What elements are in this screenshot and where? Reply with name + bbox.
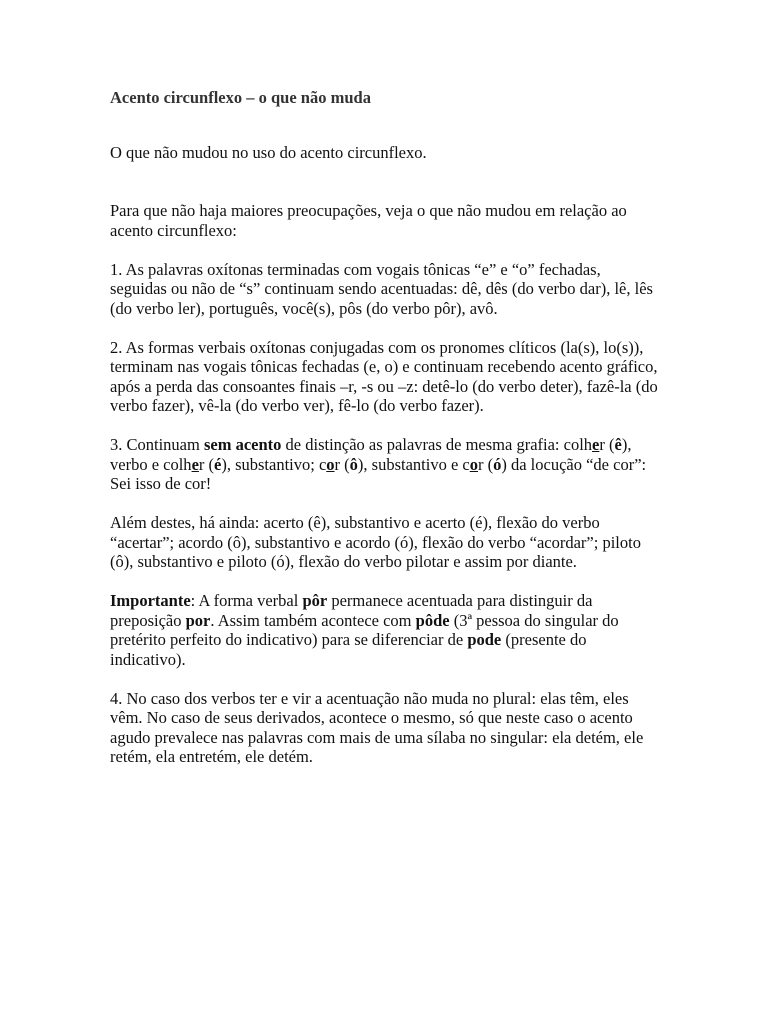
item-3-bold-sem-acento: sem acento [203, 435, 282, 454]
important-text: . Assim também acontece com [210, 610, 416, 630]
item-3-bold-accent: ó [493, 454, 502, 474]
important-bold-term: pôr [302, 591, 328, 610]
item-1-paragraph: 1. As palavras oxítonas terminadas com vogais tônicas “e” e “o” fechadas, seguidas ou não de “s” continuam sendo acentuadas: dê, dês (do verbo dar), lê, lês (do verbo ler), português, você(s), pôs (do verbo pôr), avô. [110, 259, 653, 318]
item-3-text: r ( [477, 454, 494, 474]
item-3-text: ), substantivo; c [221, 454, 327, 474]
important-paragraph [110, 591, 660, 669]
document-title: Acento circunflexo – o que não muda [110, 88, 371, 107]
document-body [110, 201, 660, 786]
important-text: (presente do indicativo). [110, 630, 587, 669]
item-3-bold-accent: é [214, 454, 222, 474]
item-3-paragraph [110, 435, 660, 494]
important-text: : A forma verbal [190, 591, 303, 610]
item-3-text: r ( [334, 454, 350, 474]
important-bold-term: por [185, 610, 211, 630]
item-3-text: ), verbo e colh [110, 435, 632, 474]
important-text: (3ª pessoa do singular do pretérito perfeito do indicativo) para se diferenciar de [110, 610, 619, 649]
important-text: permanece acentuada para distinguir da preposição [110, 591, 593, 630]
intro-paragraph: Para que não haja maiores preocupações, veja o que não mudou em relação ao acento circunflexo: [110, 201, 627, 240]
item-3-text: de distinção as palavras de mesma grafia: colh [281, 435, 593, 454]
item-3-text: r ( [198, 454, 215, 474]
document-subtitle: O que não mudou no uso do acento circunflexo. [110, 143, 427, 162]
item-3-bold-accent: ê [614, 435, 622, 454]
item-3-text: r ( [599, 435, 615, 454]
item-3-text: ) da locução “de cor”: Sei isso de cor! [110, 454, 647, 493]
extra-paragraph: Além destes, há ainda: acerto (ê), substantivo e acerto (é), flexão do verbo “acertar”; acordo (ô), substantivo e acordo (ó), flexão do verbo “acordar”; piloto (ô), substantivo e piloto (ó), flexão do verbo pilotar e assim por diante. [110, 513, 641, 571]
item-3-text: 3. Continuam [110, 435, 204, 454]
item-3-bold-accent: ô [349, 454, 358, 474]
item-3-underlined-letter: o [469, 454, 478, 474]
important-bold-term: pode [467, 630, 502, 649]
item-4-paragraph: 4. No caso dos verbos ter e vir a acentuação não muda no plural: elas têm, eles vêm. No caso de seus derivados, acontece o mesmo, só que neste caso o acento agudo prevalece nas palavras com mais de uma sílaba no singular: ela detém, ele retém, ela entretém, ele detém. [110, 688, 644, 766]
item-2-paragraph: 2. As formas verbais oxítonas conjugadas com os pronomes clíticos (la(s), lo(s)), terminam nas vogais tônicas fechadas (e, o) e continuam recebendo acento gráfico, após a perda das consoantes finais –r, -s ou –z: detê-lo (do verbo deter), fazê-la (do verbo fazer), vê-la (do verbo ver), fê-lo (do verbo fazer). [110, 337, 658, 415]
important-label: Importante [110, 591, 191, 610]
important-bold-term: pôde [415, 610, 450, 630]
item-3-underlined-letter: e [592, 435, 600, 454]
item-3-underlined-letter: o [326, 454, 335, 474]
item-3-underlined-letter: e [191, 454, 199, 474]
item-3-text: ), substantivo e c [357, 454, 470, 474]
